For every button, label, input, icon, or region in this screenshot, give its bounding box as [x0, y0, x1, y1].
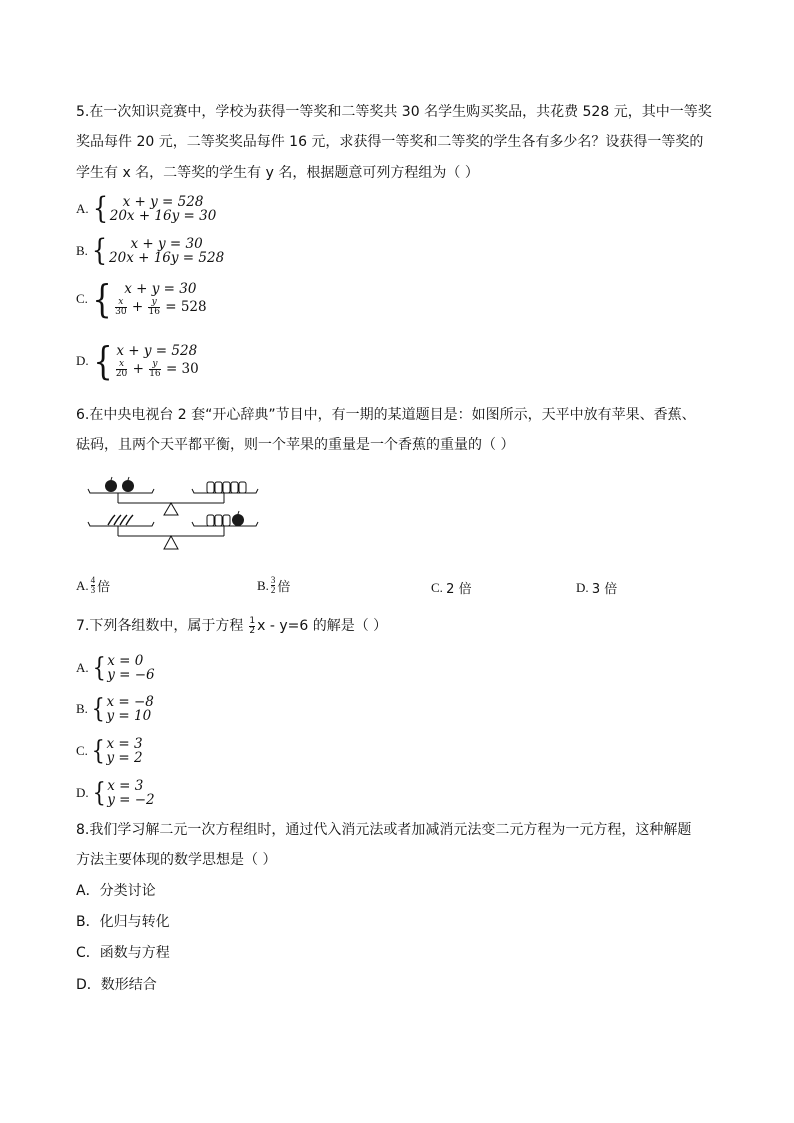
q8-option-a[interactable]: A．分类讨论	[76, 883, 156, 899]
equation-system: x + y = 30 20x + 16y = 528	[109, 236, 225, 266]
q6-option-a[interactable]: A. 4 3 倍	[76, 575, 111, 595]
q5-option-b[interactable]: B. { x + y = 30 20x + 16y = 528	[76, 233, 225, 268]
equation-system: x + y = 528 $\frac{x}{20}$ + $\frac{y}{16}$ = 30	[115, 342, 199, 379]
q8-option-b[interactable]: B．化归与转化	[76, 914, 170, 930]
banana-icon	[108, 515, 133, 525]
weight-icon	[207, 482, 246, 493]
q5-option-a[interactable]: A. { x + y = 528 20x + 16y = 30	[76, 191, 217, 226]
q6-text-line1: 6.在中央电视台 2 套“开心辞典”节目中，有一期的某道题目是：如图所示，天平中放有苹果、香蕉、	[76, 407, 696, 423]
balance-scales-figure	[82, 474, 267, 556]
equation-system: x + y = 528 20x + 16y = 30	[109, 194, 217, 224]
q6-text-line2: 砝码，且两个天平都平衡，则一个苹果的重量是一个香蕉的重量的（ ）	[76, 437, 515, 453]
q5-text-line3: 学生有 x 名，二等奖的学生有 y 名，根据题意可列方程组为（ ）	[76, 165, 479, 181]
q8-option-d[interactable]: D．数形结合	[76, 977, 157, 993]
q5-option-c[interactable]: C. { x + y = 30 $\frac{x}{30}$ + $\frac{y}{16}$ = 528	[76, 277, 207, 321]
q7-option-c[interactable]: C. { x = 3 y = 2	[76, 736, 143, 766]
q6-option-d[interactable]: D. 3 倍	[576, 579, 618, 597]
q7-option-d[interactable]: D. { x = 3 y = −2	[76, 778, 155, 808]
q5-text-line1: 5.在一次知识竞赛中，学校为获得一等奖和二等奖共 30 名学生购买奖品，共花费 528 元，其中一等奖	[76, 104, 712, 120]
q6-option-b[interactable]: B. 3 2 倍	[257, 575, 291, 595]
q7-text: 7.下列各组数中，属于方程 1 2 x - y=6 的解是（ ）	[76, 615, 388, 636]
q8-text-line1: 8.我们学习解二元一次方程组时，通过代入消元法或者加减消元法变二元方程为一元方程，这种解题	[76, 822, 692, 838]
weight-icon	[207, 515, 230, 526]
equation-system: x + y = 30 $\frac{x}{30}$ + $\frac{y}{16}$ = 528	[115, 280, 207, 317]
q6-option-c[interactable]: C. 2 倍	[431, 579, 472, 597]
q7-option-a[interactable]: A. { x = 0 y = −6	[76, 653, 155, 683]
q5-text-line2: 奖品每件 20 元，二等奖奖品每件 16 元，求获得一等奖和二等奖的学生各有多少名？设获得一等奖的	[76, 134, 704, 150]
q8-option-c[interactable]: C．函数与方程	[76, 945, 170, 961]
q8-text-line2: 方法主要体现的数学思想是（ ）	[76, 852, 277, 868]
balance-scale-2	[88, 522, 258, 549]
apple-icon	[105, 477, 134, 492]
q7-option-b[interactable]: B. { x = −8 y = 10	[76, 694, 154, 724]
q5-option-d[interactable]: D. { x + y = 528 $\frac{x}{20}$ + $\frac{y}{16}$ = 30	[76, 339, 199, 383]
apple-icon	[232, 511, 244, 526]
